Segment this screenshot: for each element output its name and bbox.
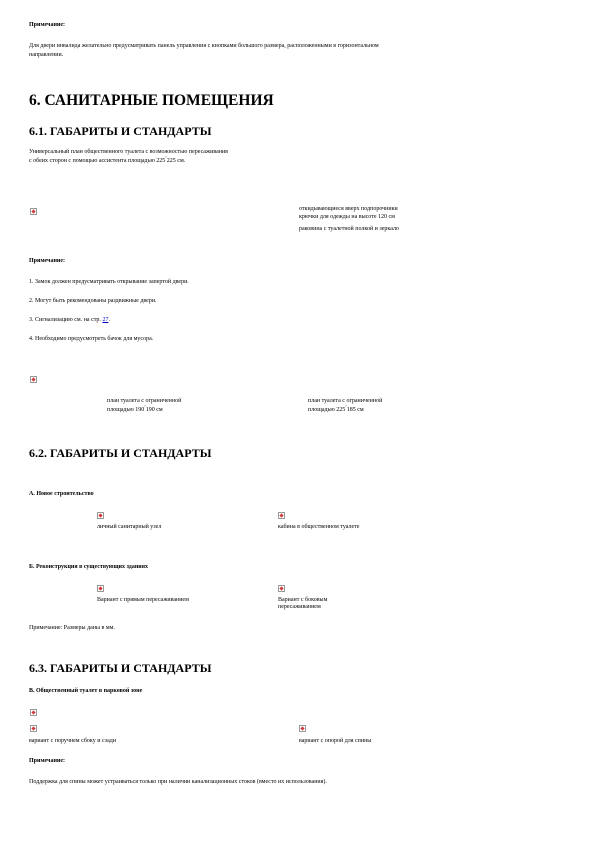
note-item: 2. Могут быть рекомендованы раздвижные двери. — [29, 298, 157, 304]
note-item: Поддержка для спины может устраиваться только при наличии канализационных стоков (вместо их использования). — [29, 779, 327, 785]
plan-caption: план туалета с ограниченной — [107, 398, 182, 404]
image-caption: Вариант с прямым пересаживанием — [97, 597, 189, 603]
note-item — [29, 316, 110, 324]
note-item: 4. Необходимо предусмотреть бачок для мусора. — [29, 336, 154, 342]
plan-caption: откидывающиеся вверх подпорочники — [299, 206, 398, 212]
broken-image-icon — [30, 709, 37, 716]
subsection-title-6-3: 6.3. ГАБАРИТЫ И СТАНДАРТЫ — [29, 661, 212, 675]
broken-image-icon — [299, 725, 306, 732]
subsection-title-6-2: 6.2. ГАБАРИТЫ И СТАНДАРТЫ — [29, 446, 212, 460]
dimensions-note: Примечание: Размеры даны в мм. — [29, 625, 115, 631]
top-note-text-continued: направлении. — [29, 52, 64, 58]
broken-image-icon — [278, 585, 285, 592]
group-label: В. Общественный туалет в парковой зоне — [29, 688, 143, 694]
image-caption: пересаживанием — [278, 604, 321, 610]
intro-text: Универсальный план общественного туалета с возможностью пересаживания — [29, 149, 228, 155]
broken-image-icon — [97, 585, 104, 592]
broken-image-icon — [30, 376, 37, 383]
notes-label: Примечание: — [29, 258, 66, 264]
image-caption: личный санитарный узел — [97, 524, 162, 530]
broken-image-icon — [97, 512, 104, 519]
note-item: 1. Замок должен предусматривать открывание запертой двери. — [29, 279, 189, 285]
plan-caption: раковина с туалетной полкой и зеркало — [299, 226, 399, 232]
broken-image-icon — [278, 512, 285, 519]
group-label: Б. Реконструкция в существующих зданиях — [29, 564, 148, 570]
page-link[interactable]: 27 — [102, 317, 109, 323]
subsection-title-6-1: 6.1. ГАБАРИТЫ И СТАНДАРТЫ — [29, 124, 212, 138]
image-caption: вариант с поручнем сбоку и сзади — [29, 738, 117, 744]
image-caption: Вариант с боковым — [278, 597, 328, 603]
plan-caption: крючки для одежды на высоте 120 см — [299, 214, 395, 220]
note-text: . — [108, 317, 110, 323]
top-note-label: Примечание: — [29, 22, 66, 28]
top-note-text: Для двери инвалида желательно предусматривать панель управления с кнопками большого размера, расположенными в горизонтальном — [29, 43, 379, 49]
image-caption: кабина в общественном туалете — [278, 524, 360, 530]
broken-image-icon — [30, 208, 37, 215]
plan-caption: площадью 225 ́185 см — [308, 407, 364, 413]
image-caption: вариант с опорой для спины — [299, 738, 372, 744]
plan-caption: площадью 190 ́190 см — [107, 407, 163, 413]
plan-caption: план туалета с ограниченной — [308, 398, 383, 404]
notes-label: Примечание: — [29, 758, 66, 764]
broken-image-icon — [30, 725, 37, 732]
section-title: 6. САНИТАРНЫЕ ПОМЕЩЕНИЯ — [29, 92, 274, 109]
note-text: 3. Сигнализацию см. на стр. — [29, 317, 101, 323]
intro-text-continued: с обеих сторон с помощью ассистента площадью 225 ́225 см. — [29, 158, 186, 164]
group-label: А. Новое строительство — [29, 491, 94, 497]
